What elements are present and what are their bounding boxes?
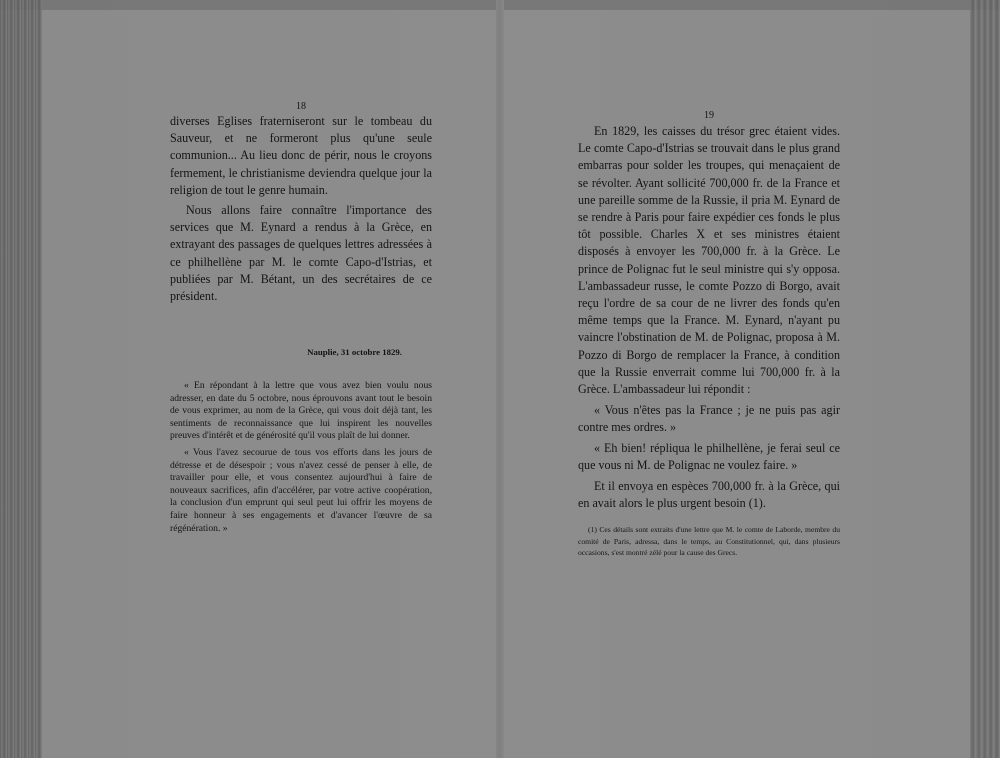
right-page	[578, 0, 840, 758]
left-paragraph-1: diverses Eglises fraterniseront sur le tombeau du Sauveur, et ne formeront plus qu'une seule communion... Au lieu donc de périr, nous le croyons fermement, le christianisme deviendra quelque jour la religion de tout le genre humain.	[170, 114, 432, 197]
letter-dateline: Nauplie, 31 octobre 1829.	[307, 347, 402, 357]
right-page-number: 19	[704, 110, 714, 121]
left-page	[170, 0, 432, 758]
right-quote-2: « Eh bien! répliqua le philhellène, je ferai seul ce que vous ni M. de Polignac ne voulez faire. »	[578, 440, 840, 472]
left-letter	[170, 380, 432, 535]
letter-paragraph-2: « Vous l'avez secourue de tous vos efforts dans les jours de détresse et de désespoir ; vous n'avez cessé de penser à elle, de travailler pour elle, et vous consentez aujourd'hui à faire de nouveaux sacrifices, afin d'accélérer, par votre active coopération, la conclusion d'un emprunt qui seul peut lui offrir les moyens de faire honneur à ses engagements et d'avancer l'œuvre de sa régénération. »	[170, 446, 432, 534]
right-paragraph-1: En 1829, les caisses du trésor grec étaient vides. Le comte Capo-d'Istrias se trouvait dans le plus grand embarras pour solder les troupes, qui menaçaient de se révolter. Ayant sollicité 700,000 fr. de la France et une pareille somme de la Russie, il pria M. Eynard de se rendre à Paris pour faire expédier ces fonds le plus tôt possible. Charles X et ses ministres étaient disposés à envoyer les 700,000 fr. à la Grèce. Le prince de Polignac fut le seul ministre qui s'y opposa. L'ambassadeur russe, le comte Pozzo di Borgo, avait reçu l'ordre de sa cour de ne livrer des fonds qu'en même temps que la France. M. Eynard, n'ayant pu vaincre l'obstination de M. de Polignac, proposa à M. Pozzo di Borgo de remplacer la France, à condition que la Russie enverrait comme lui 700,000 fr. à la Grèce. L'ambassadeur lui répondit :	[578, 124, 840, 397]
left-paragraph-2: Nous allons faire connaître l'importance des services que M. Eynard a rendus à la Grèce, en extrayant des passages de quelques lettres adressées à ce philhellène par M. le comte Capo-d'Istrias, et publiées par M. Bétant, un des secrétaires de ce président.	[170, 203, 432, 304]
left-body	[170, 113, 432, 305]
right-page-edges	[970, 0, 1000, 758]
footnote: (1) Ces détails sont extraits d'une lettre que M. le comte de Laborde, membre du comité de Paris, adressa, dans le temps, au Constitutionnel, qui, dans plusieurs occasions, s'est montré zélé pour la cause des Grecs.	[578, 525, 840, 557]
right-body	[578, 123, 840, 512]
book-gutter	[496, 0, 504, 758]
left-page-edges	[0, 0, 42, 758]
right-footnote-block	[578, 524, 840, 559]
left-page-number: 18	[296, 101, 306, 112]
right-quote-1: « Vous n'êtes pas la France ; je ne puis pas agir contre mes ordres. »	[578, 403, 840, 435]
right-paragraph-2: Et il envoya en espèces 700,000 fr. à la Grèce, qui en avait alors le plus urgent besoin (1).	[578, 479, 840, 511]
letter-paragraph-1: « En répondant à la lettre que vous avez bien voulu nous adresser, en date du 5 octobre, nous éprouvons avant tout le besoin de vous exprimer, au nom de la Grèce, qui vous doit déjà tant, les sentiments de reconnaissance que lui inspirent les nouvelles preuves d'intérêt et de générosité qu'il vous plaît de lui donner.	[170, 380, 432, 442]
